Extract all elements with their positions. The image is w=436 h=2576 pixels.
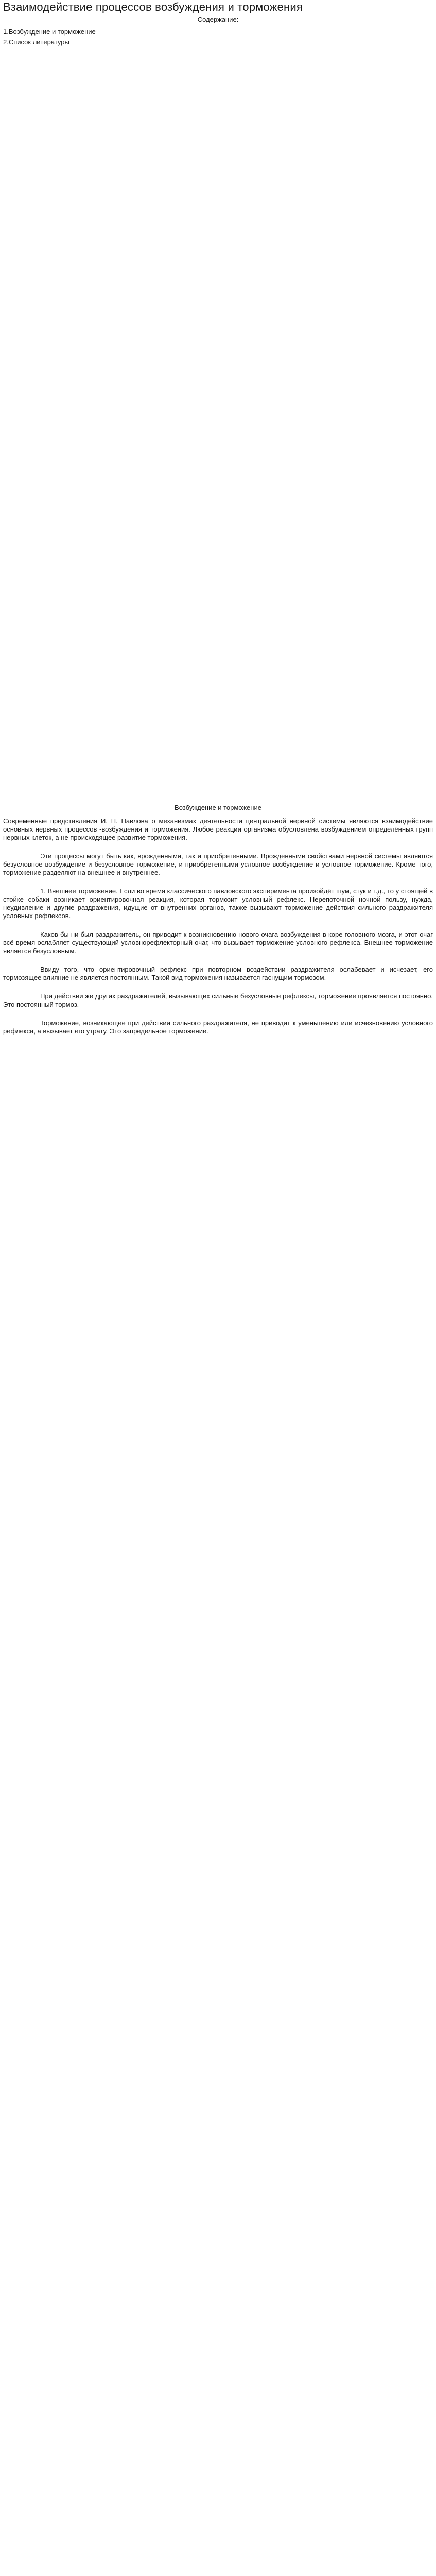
paragraph: Ввиду того, что ориентировочный рефлекс при повторном воздействии раздражителя ослабевает и исчезает, его тормозящее влияние не является постоянным. Такой вид торможения называется гаснущим тормозом. <box>3 965 433 981</box>
document-title: Взаимодействие процессов возбуждения и торможения <box>3 1 303 13</box>
section-title: Возбуждение и торможение <box>175 804 261 811</box>
main-section <box>3 804 433 1036</box>
paragraph: Торможение, возникающее при действии сильного раздражителя, не приводит к уменьшению или исчезновению условного рефлекса, а вызывает его утрату. Это запредельное торможение. <box>3 1019 433 1035</box>
paragraph: Современные представления И. П. Павлова о механизмах деятельности центральной нервной системы являются взаимодействие основных нервных процессов -возбуждения и торможения. Любое реакции организма обусловлена возбуждением определённых групп нервных клеток, а не происходящее развитие торможения. <box>3 817 433 841</box>
paragraph: При действии же других раздражителей, вызывающих сильные безусловные рефлексы, торможение проявляется постоянно. Это постоянный тормоз. <box>3 992 433 1008</box>
toc-item: 2.Список литературы <box>3 38 69 46</box>
paragraph: Каков бы ни был раздражитель, он приводит к возникновению нового очага возбуждения в коре головного мозга, и этот очаг всё время ослабляет существующий условнорефлекторный очаг, что вызывает торможение условного рефлекса. Внешнее торможение является безусловным. <box>3 930 433 955</box>
paragraph: 1. Внешнее торможение. Если во время классического павловского эксперимента произойдёт шум, стук и т.д., то у стоящей в стойке собаки возникает ориентировочная реакция, которая тормозит условный рефлекс. Перепоточной ночной пользу, нужда, неудивление и другие раздражения, идущие от внутренних органов, также вызывают торможение действия сильного раздражителя условных рефлексов. <box>3 887 433 920</box>
toc-item: 1.Возбуждение и торможение <box>3 28 96 36</box>
toc-heading: Содержание: <box>197 15 239 23</box>
paragraph: Эти процессы могут быть как, врожденными, так и приобретенными. Врожденными свойствами нервной системы являются безусловное возбуждение и безусловное торможение, и приобретенными условное возбуждение и условное торможение. Кроме того, торможение разделяют на внешнее и внутреннее. <box>3 852 433 876</box>
